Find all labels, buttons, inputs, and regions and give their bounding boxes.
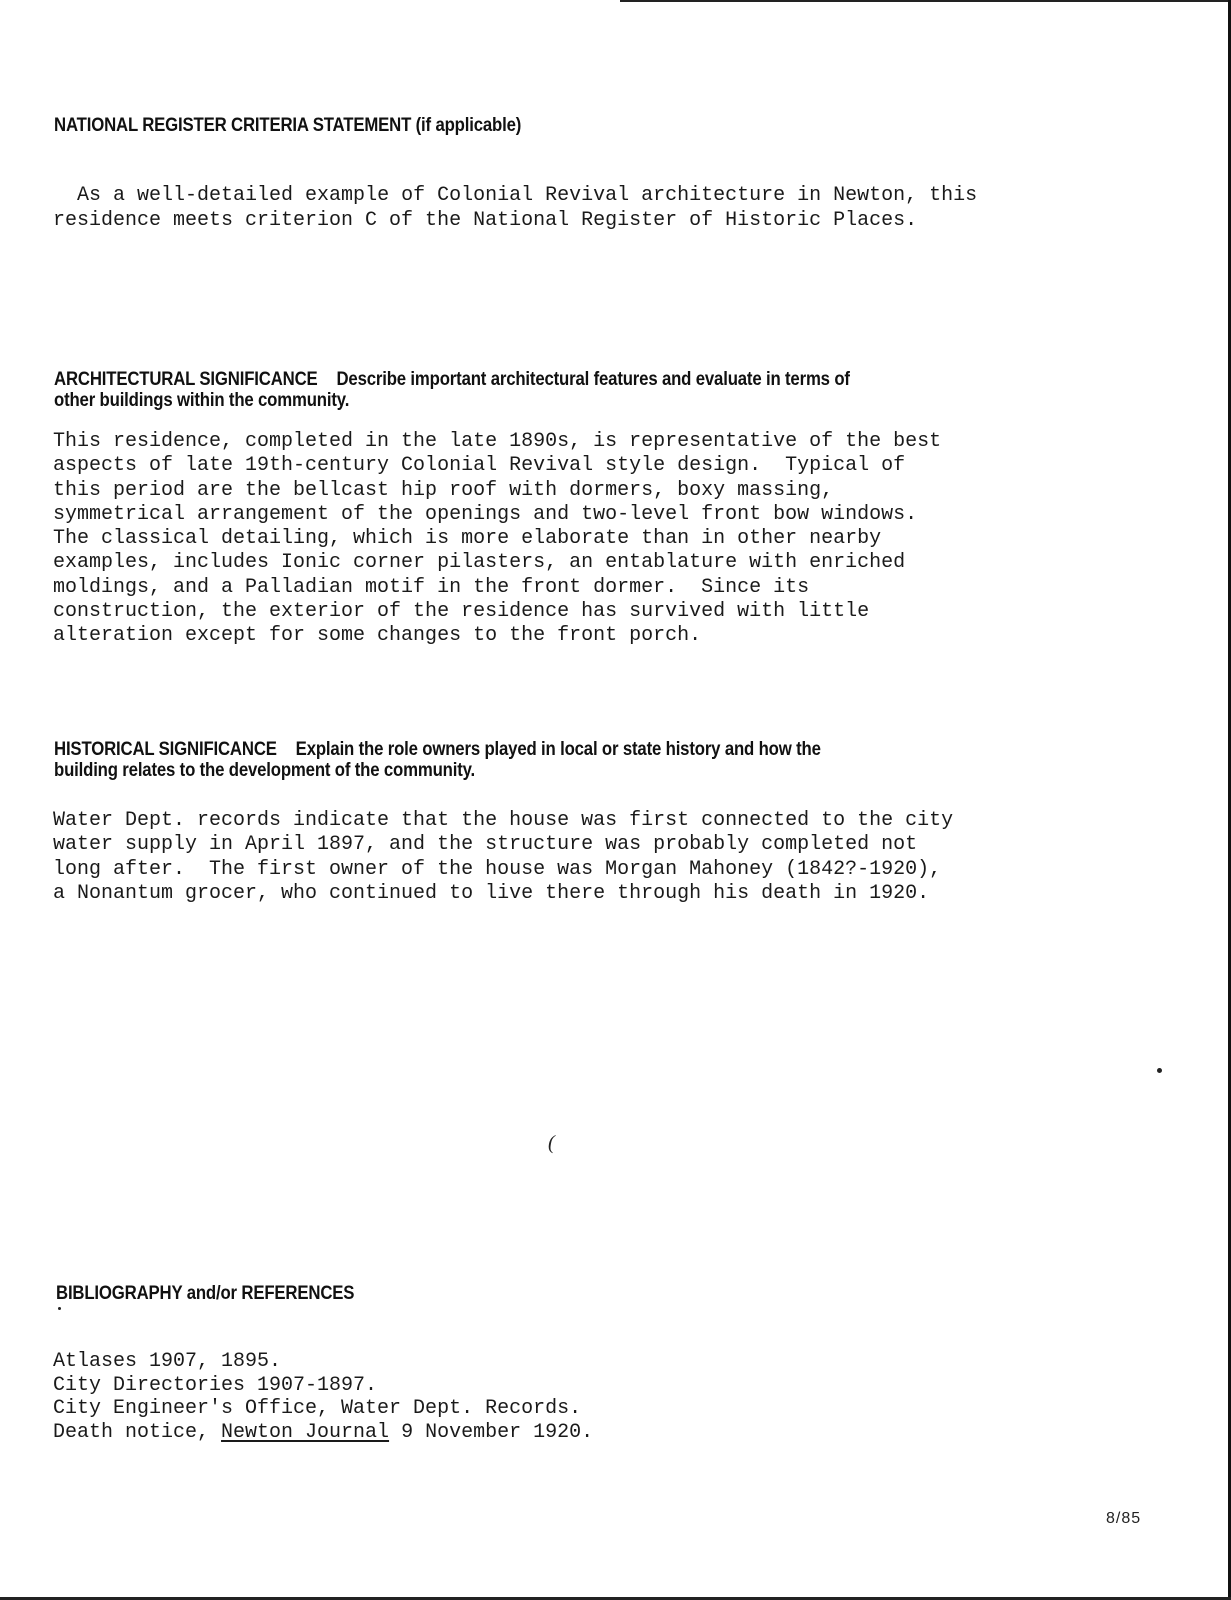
historical-heading-title: HISTORICAL SIGNIFICANCE (54, 738, 277, 760)
page-edge-top (620, 0, 1231, 2)
bibliography-entry: Atlases 1907, 1895. (53, 1350, 282, 1373)
criteria-heading: NATIONAL REGISTER CRITERIA STATEMENT (if applicable) (54, 114, 522, 136)
historical-heading-prompt-cont: building relates to the development of the community. (54, 759, 476, 781)
architectural-heading (54, 368, 850, 390)
architectural-line: symmetrical arrangement of the openings and two-level front bow windows. (53, 502, 918, 526)
architectural-line: alteration except for some changes to the front porch. (53, 624, 702, 648)
stray-dot (1157, 1068, 1162, 1073)
death-notice-date: 9 November 1920. (389, 1420, 594, 1444)
architectural-line: aspects of late 19th-century Colonial Revival style design. Typical of (53, 454, 906, 478)
stray-pen-mark: ( (548, 1132, 555, 1154)
architectural-line: this period are the bellcast hip roof with dormers, boxy massing, (53, 478, 834, 502)
historical-heading-prompt: Explain the role owners played in local or state history and how the (295, 738, 821, 760)
architectural-line: examples, includes Ionic corner pilasters, an entablature with enriched (53, 551, 906, 575)
architectural-heading-prompt-cont: other buildings within the community. (54, 389, 350, 411)
criteria-line: residence meets criterion C of the National Register of Historic Places. (53, 208, 918, 232)
bibliography-list (53, 1350, 593, 1444)
architectural-description (53, 430, 941, 649)
architectural-heading-prompt: Describe important architectural features and evaluate in terms of (336, 368, 850, 390)
death-notice-prefix: Death notice, (53, 1420, 222, 1444)
historical-line: a Nonantum grocer, who continued to live there through his death in 1920. (53, 881, 930, 905)
architectural-line: This residence, completed in the late 1890s, is representative of the best (53, 430, 942, 453)
page-number: 8/85 (1106, 1510, 1142, 1527)
bibliography-heading: BIBLIOGRAPHY and/or REFERENCES (56, 1282, 355, 1304)
architectural-line: moldings, and a Palladian motif in the front dormer. Since its (53, 575, 810, 599)
historical-line: water supply in April 1897, and the structure was probably completed not (53, 833, 918, 857)
historical-line: long after. The first owner of the house was Morgan Mahoney (1842?-1920), (53, 857, 942, 881)
bibliography-entry: City Directories 1907-1897. (53, 1373, 378, 1397)
historical-line: Water Dept. records indicate that the house was first connected to the city (53, 809, 954, 832)
architectural-heading-title: ARCHITECTURAL SIGNIFICANCE (54, 368, 318, 390)
architectural-line: construction, the exterior of the residence has survived with little (53, 600, 870, 624)
criteria-line: As a well-detailed example of Colonial Revival architecture in Newton, this (77, 184, 978, 208)
newspaper-title: Newton Journal (221, 1420, 390, 1444)
bibliography-entry-death-notice (53, 1421, 593, 1445)
bullet-mark (58, 1307, 61, 1310)
historical-description (53, 809, 953, 906)
criteria-statement (53, 160, 977, 233)
bibliography-entry: City Engineer's Office, Water Dept. Records. (53, 1397, 582, 1420)
historical-heading (54, 738, 821, 760)
architectural-line: The classical detailing, which is more elaborate than in other nearby (53, 527, 882, 551)
